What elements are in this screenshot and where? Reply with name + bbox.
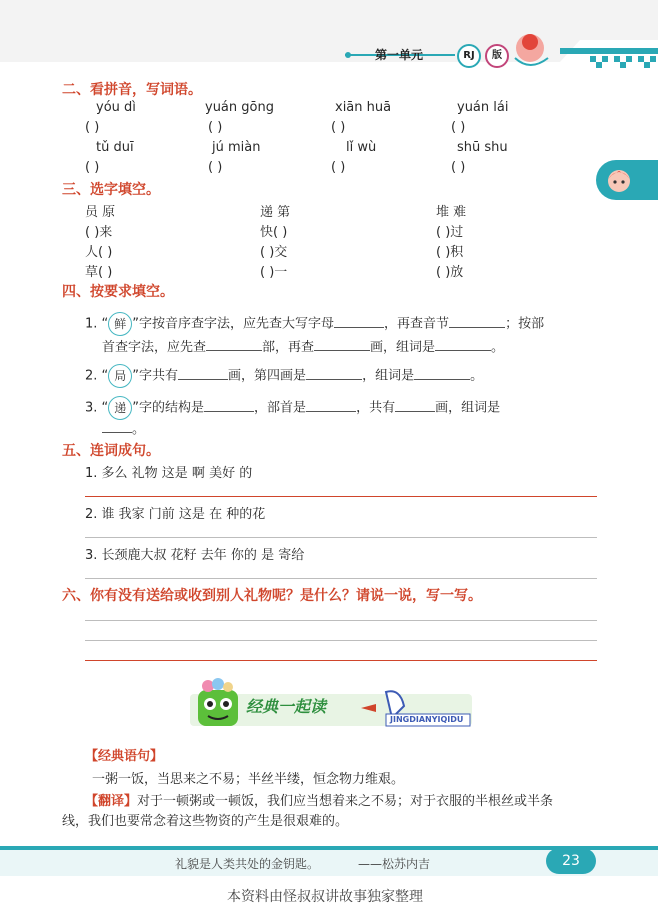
header-bar xyxy=(0,0,658,78)
sentence-item-1: 1. 多么 礼物 这是 啊 美好 的 xyxy=(85,466,253,481)
section-6-title: 六、你有没有送给或收到别人礼物呢？是什么？请说一说，写一写。 xyxy=(62,588,482,604)
question-4-3-line2: 。 xyxy=(102,418,145,437)
fill-item-2[interactable]: 人( ) xyxy=(85,245,113,260)
translation-line1: 【翻译】对于一顿粥或一顿饭，我们应当想着来之不易；对于衣服的半根丝或半条 xyxy=(85,794,554,809)
answer-paren-8[interactable]: ( ) xyxy=(451,160,466,175)
section-2-title: 二、看拼音，写词语。 xyxy=(62,82,202,98)
pinyin-4: yuán lái xyxy=(457,100,509,115)
fill-item-9[interactable]: ( )放 xyxy=(436,265,464,280)
blank-4-1-e[interactable] xyxy=(435,349,491,351)
writing-line-3[interactable] xyxy=(85,660,597,661)
fill-item-1[interactable]: ( )来 xyxy=(85,225,113,240)
fill-item-4[interactable]: 快( ) xyxy=(260,225,288,240)
translation-label: 【翻译】 xyxy=(85,794,138,809)
pinyin-8: shū shu xyxy=(457,140,508,155)
blank-4-2-a[interactable] xyxy=(178,378,228,380)
fill-item-8[interactable]: ( )积 xyxy=(436,245,464,260)
edition-badge: 版 xyxy=(485,44,509,68)
choice-chars-2: 递 第 xyxy=(260,205,291,220)
blank-4-3-b[interactable] xyxy=(306,410,356,412)
sentence-item-2: 2. 谁 我家 门前 这是 在 种的花 xyxy=(85,507,266,522)
blank-4-3-d[interactable] xyxy=(102,431,132,433)
answer-paren-4[interactable]: ( ) xyxy=(451,120,466,135)
translation-line2: 线，我们也要常念着这些物资的产生是很艰难的。 xyxy=(62,814,349,829)
pinyin-1: yóu dì xyxy=(96,100,136,115)
section-4-title: 四、按要求填空。 xyxy=(62,284,174,300)
answer-paren-2[interactable]: ( ) xyxy=(208,120,223,135)
blank-4-1-a[interactable] xyxy=(334,326,384,328)
page-number: 23 xyxy=(546,848,596,874)
pinyin-7: lǐ wù xyxy=(346,140,377,155)
sentence-item-3: 3. 长颈鹿大叔 花籽 去年 你的 是 寄给 xyxy=(85,548,305,563)
question-4-1-line1: 1. “ 鲜 ”字按音序查字法，应先查大写字母 ，再查音节 ；按部 xyxy=(85,312,544,336)
fill-item-7[interactable]: ( )过 xyxy=(436,225,464,240)
fill-item-3[interactable]: 草( ) xyxy=(85,265,113,280)
section-3-title: 三、选字填空。 xyxy=(62,182,160,198)
answer-line-3[interactable] xyxy=(85,578,597,579)
blank-4-2-c[interactable] xyxy=(414,378,470,380)
answer-paren-7[interactable]: ( ) xyxy=(331,160,346,175)
pinyin-3: xiān huā xyxy=(335,100,392,115)
choice-chars-1: 员 原 xyxy=(85,205,116,220)
reading-banner xyxy=(186,678,476,730)
writing-line-2[interactable] xyxy=(85,640,597,641)
classic-quote: 一粥一饭，当思来之不易；半丝半缕，恒念物力维艰。 xyxy=(92,772,405,787)
char-circle-3: 递 xyxy=(108,396,132,420)
blank-4-2-b[interactable] xyxy=(306,378,362,380)
char-circle-2: 局 xyxy=(108,364,132,388)
footer-quote: 礼貌是人类共处的金钥匙。 xyxy=(175,857,320,871)
source-note: 本资料由怪叔叔讲故事独家整理 xyxy=(227,889,423,905)
blank-4-3-c[interactable] xyxy=(395,410,435,412)
banner-subtitle: JINGDIANYIQIDU xyxy=(390,715,464,724)
blank-4-1-d[interactable] xyxy=(314,349,370,351)
banner-title: 经典一起读 xyxy=(246,697,327,716)
question-4-3: 3. “ 递 ”字的结构是 ，部首是 ，共有 画，组词是 xyxy=(85,396,500,420)
answer-paren-5[interactable]: ( ) xyxy=(85,160,100,175)
header-decoration xyxy=(0,0,658,78)
question-4-2: 2. “ 局 ”字共有 画，第四画是 ，组词是 。 xyxy=(85,364,483,388)
blank-4-1-c[interactable] xyxy=(206,349,262,351)
answer-paren-3[interactable]: ( ) xyxy=(331,120,346,135)
blank-4-1-b[interactable] xyxy=(449,326,505,328)
side-tab xyxy=(596,160,658,200)
rj-badge: RJ xyxy=(457,44,481,68)
blank-4-3-a[interactable] xyxy=(204,410,254,412)
fill-item-5[interactable]: ( )交 xyxy=(260,245,288,260)
writing-line-1[interactable] xyxy=(85,620,597,621)
unit-label: 第一单元 xyxy=(375,48,424,62)
question-4-1-line2: 首查字法，应先查 部，再查 画，组词是 。 xyxy=(102,340,505,355)
fill-item-6[interactable]: ( )一 xyxy=(260,265,288,280)
choice-chars-3: 堆 难 xyxy=(436,205,467,220)
pinyin-5: tǔ duī xyxy=(96,140,134,155)
char-circle-1: 鲜 xyxy=(108,312,132,336)
classic-label: 【经典语句】 xyxy=(85,749,164,764)
answer-line-2[interactable] xyxy=(85,537,597,538)
answer-line-1[interactable] xyxy=(85,496,597,497)
footer-author: ——松苏内吉 xyxy=(358,857,431,871)
section-5-title: 五、连词成句。 xyxy=(62,443,160,459)
answer-paren-6[interactable]: ( ) xyxy=(208,160,223,175)
answer-paren-1[interactable]: ( ) xyxy=(85,120,100,135)
character-icon xyxy=(604,165,634,195)
pinyin-6: jú miàn xyxy=(212,140,261,155)
pinyin-2: yuán gōng xyxy=(205,100,274,115)
